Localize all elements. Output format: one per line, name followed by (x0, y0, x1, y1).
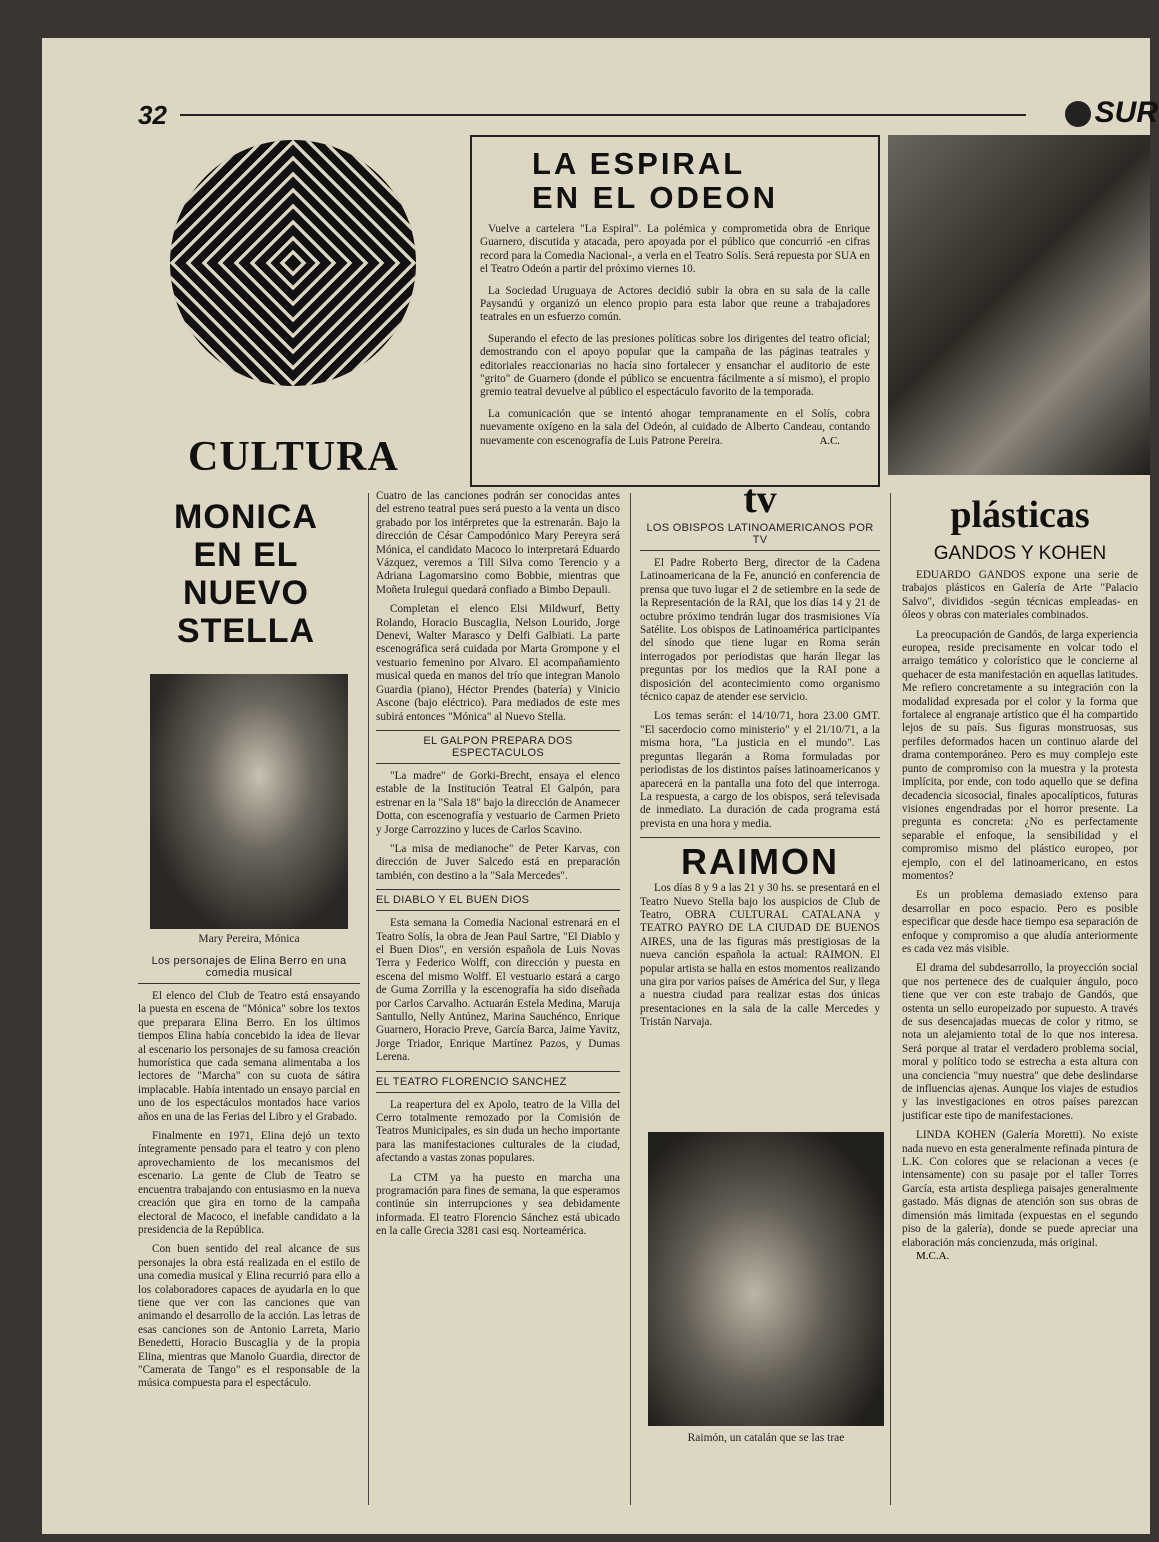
page-number: 32 (138, 100, 167, 130)
monica-headline-2: EN EL (193, 536, 299, 574)
column-rule (890, 493, 891, 1505)
column-3 (640, 478, 880, 1036)
espiral-byline: A.C. (819, 435, 840, 448)
monica-p3: Con buen sentido del real alcance de sus personajes la obra está realizada en el estilo de una comedia musical y Elina recurrió para ello a los colaboradores capaces de ayudarla en lo que tiene que ver con las canciones que van animando el desarrollo de la acción. Las letras de esas canciones son de Antonio Larreta, Mario Benedetti, Horacio Buscaglia y de la propia Elina, mientras que Manolo Guardia, director de "Camerata de Tango" es el responsable de la música compuesta para el espectáculo. (138, 1243, 360, 1390)
op-art-illustration (168, 138, 418, 388)
mary-pereira-photo (150, 674, 348, 929)
monica-headline (136, 498, 356, 650)
plasticas-byline: M.C.A. (916, 1249, 950, 1262)
raimon-caption: Raimón, un catalán que se las trae (687, 1432, 845, 1444)
plasticas-p3: Es un problema demasiado extenso para desarrollar en poco espacio. Pero es posible especificar que desde hace tiempo esa separación de enfoque y compromiso a que aludía anteriormente es cada vez más visible. (902, 889, 1138, 955)
diablo-subhead: EL DIABLO Y EL BUEN DIOS (376, 889, 620, 911)
florencio-p2: La CTM ya ha puesto en marcha una programación para fines de semana, la que esperamos continúe sin interrupciones y sea debidamente informada. El teatro Florencio Sánchez está ubicado en la calle Grecia 3281 casi esq. Norteamérica. (376, 1171, 620, 1238)
florencio-p1: La reapertura del ex Apolo, teatro de la Villa del Cerro totalmente remozado por la Comisión de Teatros Municipales, es sin duda un hecho importante para las manifestaciones culturales de la ciudad, afectando a vastas zonas populares. (376, 1098, 620, 1165)
column-rule (630, 493, 631, 1505)
plasticas-p1: EDUARDO GANDOS expone una serie de trabajos plásticos en Galería de Arte "Palacio Salvo", divididos -según técnicas empleadas- en óleos y obras con materiales combinados. (902, 569, 1138, 622)
raimon-headline: RAIMON (640, 837, 880, 882)
mary-pereira-caption: Mary Pereira, Mónica (198, 933, 300, 945)
plasticas-p5: LINDA KOHEN (Galería Moretti). No existe nada nuevo en esta generalmente refinada pintura de L.K. Con colores que se relacionan a veces (e intensamente) con su pasaje por el taller Torres García, esta artista despliega paisajes generalmente gastado. Más dignas de atención son sus obras de dimensión más limitada (expuestas en el segundo piso de la galería), donde se puede apreciar una elaboración más concienzuda, más original. (902, 1129, 1138, 1249)
diablo-p1: Esta semana la Comedia Nacional estrenará en el Teatro Solís, la obra de Jean Paul Sartre, "El Diablo y el Buen Dios", en versión española de Luis Novas Terra y Federico Wolff, con dirección y puesta en escena del mismo Wolff. El vestuario estará a cargo de Guma Zorrilla y la escenografía ha sido diseñada por Carlos Carvalho. Actuarán Estela Medina, Maruja Santullo, Nelly Antúnez, Marina Sauchénco, Enrique Guarnero, Horacio Preve, García Barca, Jaime Yavitz, Jorge Triador, Enrique Martínez Pazos, y Dumas Lerena. (376, 917, 620, 1064)
plasticas-p4: El drama del subdesarrollo, la proyección social que nos pertenece des de cualquier ángulo, poco tiene que ver con este trabajo de Gandós, que ostenta un sello europeizado por supuesto. A través de sus desencajadas muecas de color y ritmo, se nota un alejamiento total de lo que nos interesa. Será porque al tratar el verdadero problema social, moral y político todo se estrecha a esta altura con una conciencia "muy nuestra" que debe deslindarse de influencias ajenas. Aunque los viajes de estudios y las investigaciones en otros países parezcan justificar este tipo de manifestaciones. (902, 962, 1138, 1122)
raimon-p1: Los días 8 y 9 a las 21 y 30 hs. se presentará en el Teatro Nuevo Stella bajo los auspicios de Club de Teatro, OBRA CULTURAL CATALANA y TEATRO PAYRO DE LA CIUDAD DE BUENOS AIRES, una de las figuras más prestigiosas de la nueva canción española la actual: RAIMON. El popular artista se halla en estos momentos realizando una gira por varios países de América del Sur, y llega a nuestra ciudad para realizar estas dos únicas presentaciones en la sala de la calle Mercedes y Tristán Narvaja. (640, 882, 880, 1029)
monica-headline-3: NUEVO (183, 574, 309, 612)
monica-headline-4: STELLA (176, 612, 316, 650)
espiral-p4: La comunicación que se intentó ahogar tempranamente en el Solís, cobra nuevamente oxígeno en la sala del Odeón, al cuidado de Alberto Candeau, contando nuevamente con escenografía de Luis Patrone Pereira. (480, 407, 870, 447)
sun-icon (1065, 101, 1091, 127)
gandos-headline: GANDOS Y KOHEN (933, 543, 1107, 564)
espiral-headline-1: LA ESPIRAL (532, 146, 746, 181)
tv-p1: El Padre Roberto Berg, director de la Cadena Latinoamericana de la Fe, anunció en conferencia de prensa que tuvo lugar el 2 de setiembre en la sede de la Representación de la RAI, que los días 14 y 21 de octubre próximo tendrán lugar dos trasmisiones Vía Satélite. Los obispos de Latinoamérica participantes del sínodo que tiene lugar en Roma serán interrogados por periodistas que harán llegar las preguntas por los medios que la RAI pone a disposición del acontecimiento como organismo técnico capaz de atender ese servicio. (640, 557, 880, 704)
monica-p4: Cuatro de las canciones podrán ser conocidas antes del estreno teatral pues será puesto a la venta un disco grabado por los intérpretes que la estrenarán. Bajo la dirección de César Campodónico Mary Pereyra será Mónica, el candidato Macoco lo interpretará Eduardo Vázquez, veremos a Till Silva como Terencio y a Adriana Lagomarsino como Bobbie, mientras que Moñeta Irulegui quedará confiado a Bimbo Depauli. (376, 490, 620, 596)
monica-p2: Finalmente en 1971, Elina dejó un texto íntegramente pensado para el teatro y con pleno aprovechamiento de los mecanismos del escenario. La gente de Club de Teatro se encuentra trabajando con entusiasmo en la nueva creación que gira en torno de la campaña electoral de Macoco, el inefable candidato a la presidencia de la República. (138, 1130, 360, 1236)
raimon-photo (648, 1132, 884, 1426)
section-title: CULTURA (188, 434, 399, 480)
page-header (138, 96, 1158, 130)
monica-subhead: Los personajes de Elina Berro en una comedia musical (138, 955, 360, 984)
espiral-p2: La Sociedad Uruguaya de Actores decidió subir la obra en su sala de la calle Paysandú y organizó un elenco propio para esta labor que reune a trabajadores teatrales en un esfuerzo común. (480, 284, 870, 324)
plasticas-section-title: plásticas (950, 494, 1090, 536)
galpon-p2: "La misa de medianoche" de Peter Karvas, con dirección de Juver Salcedo está en preparación también, con destino a la "Sala Mercedes". (376, 842, 620, 882)
monica-p1: El elenco del Club de Teatro está ensayando la puesta en escena de "Mónica" sobre los textos que preparara Elina Berro. En los últimos tiempos Elina había concebido la idea de llevar al escenario los personajes de su famosa creación humorística que cada semana alimentaba a los lectores de "Marcha" con su cuota de sátira implacable. Había intentado un ensayo parcial en uno de los espectáculos montados hace varios años en una de las Ferias del Libro y el Grabado. (138, 990, 360, 1123)
tv-p2: Los temas serán: el 14/10/71, hora 23.00 GMT. "El sacerdocio como ministerio" y el 21/10/71, a la misma hora, "La justicia en el mundo". Las preguntas llegarán a Roma formuladas por periodistas de los distintos países latinoamericanos y aparecerá en la pantalla una foto del que interroga. La respuesta, a cargo de los obispos, será televisada de inmediato. La duración de cada programa está prevista en una hora y media. (640, 710, 880, 830)
espiral-p3: Superando el efecto de las presiones políticas sobre los dirigentes del teatro oficial; demostrando con el apoyo popular que la campaña de las páginas teatrales y editoriales reaccionarias no hacía sino fortalecer y ensanchar el auditorio de este "grito" de Guarnero (donde el público se encuentra fácilmente a sí mismo), el propio gremio teatral devuelve al público el espectáculo favorito de la temporada. (480, 332, 870, 399)
column-4 (902, 493, 1138, 1262)
florencio-subhead: EL TEATRO FLORENCIO SANCHEZ (376, 1071, 620, 1093)
espiral-p1: Vuelve a cartelera "La Espiral". La polémica y comprometida obra de Enrique Guarnero, discutida y atacada, pero apoyada por el público que concurrió -en cifras record para la Comedia Nacional-, a verla en el Teatro Solís. Será repuesta por SUA en el Teatro Odeón a partir del próximo viernes 10. (480, 223, 870, 276)
tv-subhead: LOS OBISPOS LATINOAMERICANOS POR TV (640, 522, 880, 551)
masthead-logo (1065, 96, 1158, 130)
monica-body (138, 953, 360, 1397)
monica-headline-1: MONICA (174, 498, 318, 536)
plasticas-p2: La preocupación de Gandós, de larga experiencia europea, reside precisamente en volcar todo el arraigo temático y colorístico que le concierne al quehacer de esta manifestación en aquellas latitudes. Me refiero concretamente a su integración con la modalidad expresada por el color y la forma que fortalece al engranaje artístico que él ha compartido lejos de su país. Sus figuras monstruosas, sus perfiles deformados hacen un continuo alarde del drama contemporáneo. Pero es muy complejo este punto de compromiso con la muestra y la protesta implícita, por ende, con todo aquello que se defina decadencia sicosocial, finales apocalípticos, futuras visiones engendradas por el horror presente. La pregunta es concreta: ¿No es perfectamente separable el enfoque, la sensibilidad y el compromiso mismo del plástico europeo, por ejemplo, con el del latinoamericano, en estos momentos? (902, 628, 1138, 882)
playwright-photo (888, 135, 1150, 475)
column-rule (368, 493, 369, 1505)
brand-name: SUR (1094, 96, 1158, 129)
column-2 (376, 490, 620, 1245)
tv-section-title: tv (743, 476, 777, 521)
header-rule (180, 114, 1026, 116)
monica-p5: Completan el elenco Elsi Mildwurf, Betty Rolando, Horacio Buscaglia, Nelson Lourido, Jorge Denevi, Walter Marasco y Delfi Galbiati. La parte escenográfica será cuidada por Marta Grompone y el vestuario femenino por Alvaro. El acompañamiento musical queda en manos del trío que integran Manolo Guardia (piano), Héctor Prendes (batería) y Vinicio Ascone (bajo eléctrico). Para mediados de este mes subirá entonces "Mónica" al Nuevo Stella. (376, 603, 620, 723)
galpon-subhead: EL GALPON PREPARA DOS ESPECTACULOS (376, 730, 620, 764)
galpon-p1: "La madre" de Gorki-Brecht, ensaya el elenco estable de la Institución Teatral El Galpón, para estrenar en la "Sala 18" bajo la dirección de Anamecer Dotta, con escenografía y vestuario de Carmen Prieto y Jorge Carrozzino y luces de Carlos Scavino. (376, 769, 620, 836)
espiral-headline-2: EN EL ODEON (532, 180, 779, 215)
espiral-article (470, 135, 880, 487)
newspaper-page (42, 38, 1158, 1534)
